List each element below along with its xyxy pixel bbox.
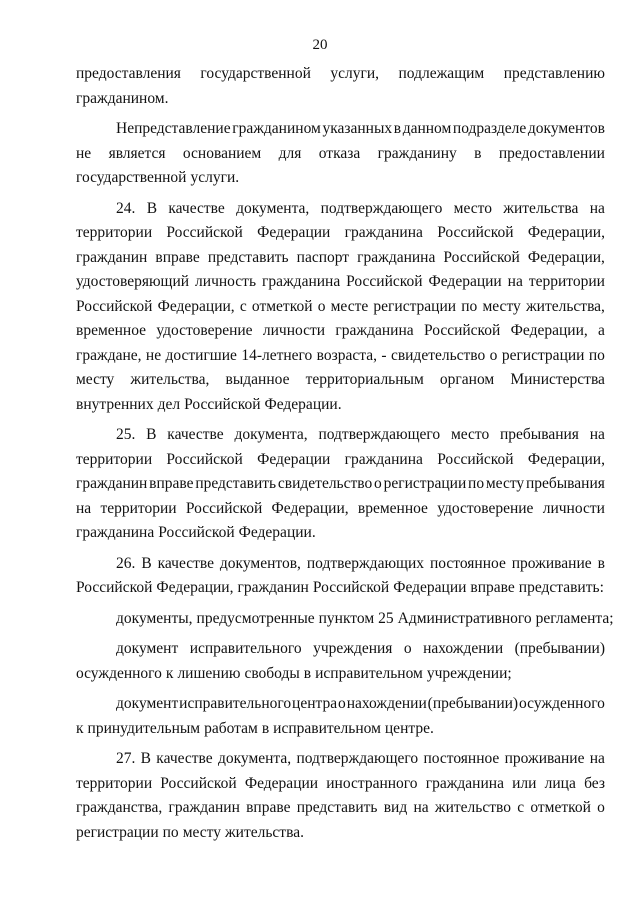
text-line: месту жительства, выданное территориальным органом Министерства <box>76 371 605 388</box>
paragraph <box>76 637 605 686</box>
text-line: временное удостоверение личности гражданина Российской Федерации, а <box>76 322 605 339</box>
text-line: Российской Федерации, с отметкой о месте регистрации по месту жительства, <box>76 297 605 315</box>
text-line: документ исправительного учреждения о нахождении (пребывании) <box>116 640 605 657</box>
text-line: Российской Федерации, гражданин Российской Федерации вправе представить: <box>76 579 604 596</box>
paragraph <box>76 552 605 601</box>
text-line: Непредставление гражданином указанных в данном подразделе документов <box>116 120 605 137</box>
text-line: осужденного к лишению свободы в исправительном учреждении; <box>76 664 512 682</box>
paragraph <box>76 747 605 845</box>
text-line: государственной услуги. <box>76 169 240 186</box>
text-line: документ исправительного центра о нахождении (пребывании) осужденного <box>116 695 605 712</box>
text-line: территории Российской Федерации гражданина Российской Федерации, <box>76 450 605 468</box>
text-line: гражданина Российской Федерации. <box>76 524 316 541</box>
paragraph <box>76 423 605 546</box>
text-line: гражданства, гражданин вправе представить вид на жительство с отметкой о <box>76 799 605 816</box>
paragraph <box>76 117 605 191</box>
paragraph <box>76 62 605 111</box>
text-line: 26. В качестве документов, подтверждающих постоянное проживание в <box>116 554 605 572</box>
text-line: предоставления государственной услуги, подлежащим представлению <box>76 65 605 82</box>
text-line: гражданин вправе представить свидетельство о регистрации по месту пребывания <box>76 475 605 492</box>
text-line: к принудительным работам в исправительном центре. <box>76 719 434 737</box>
text-line: граждане, не достигшие 14-летнего возраста, - свидетельство о регистрации по <box>76 346 605 364</box>
text-line: удостоверяющий личность гражданина Российской Федерации на территории <box>76 273 605 290</box>
page-number: 20 <box>312 37 328 53</box>
paragraph <box>76 607 614 632</box>
document-body <box>76 62 614 845</box>
text-line: документы, предусмотренные пунктом 25 Административного регламента; <box>116 609 614 627</box>
text-line: гражданином. <box>76 89 169 107</box>
paragraph <box>76 197 605 418</box>
paragraph <box>76 692 605 741</box>
text-line: внутренних дел Российской Федерации. <box>76 395 342 413</box>
text-line: 25. В качестве документа, подтверждающего место пребывания на <box>116 426 605 443</box>
text-line: не является основанием для отказа гражданину в предоставлении <box>76 144 605 162</box>
text-line: регистрации по месту жительства. <box>76 823 304 841</box>
text-line: территории Российской Федерации гражданина Российской Федерации, <box>76 224 605 241</box>
text-line: территории Российской Федерации иностранного гражданина или лица без <box>76 774 605 792</box>
text-line: гражданин вправе представить паспорт гражданина Российской Федерации, <box>76 248 605 266</box>
text-line: на территории Российской Федерации, временное удостоверение личности <box>76 499 605 517</box>
text-line: 24. В качестве документа, подтверждающего место жительства на <box>116 199 605 217</box>
text-line: 27. В качестве документа, подтверждающего постоянное проживание на <box>116 750 605 767</box>
